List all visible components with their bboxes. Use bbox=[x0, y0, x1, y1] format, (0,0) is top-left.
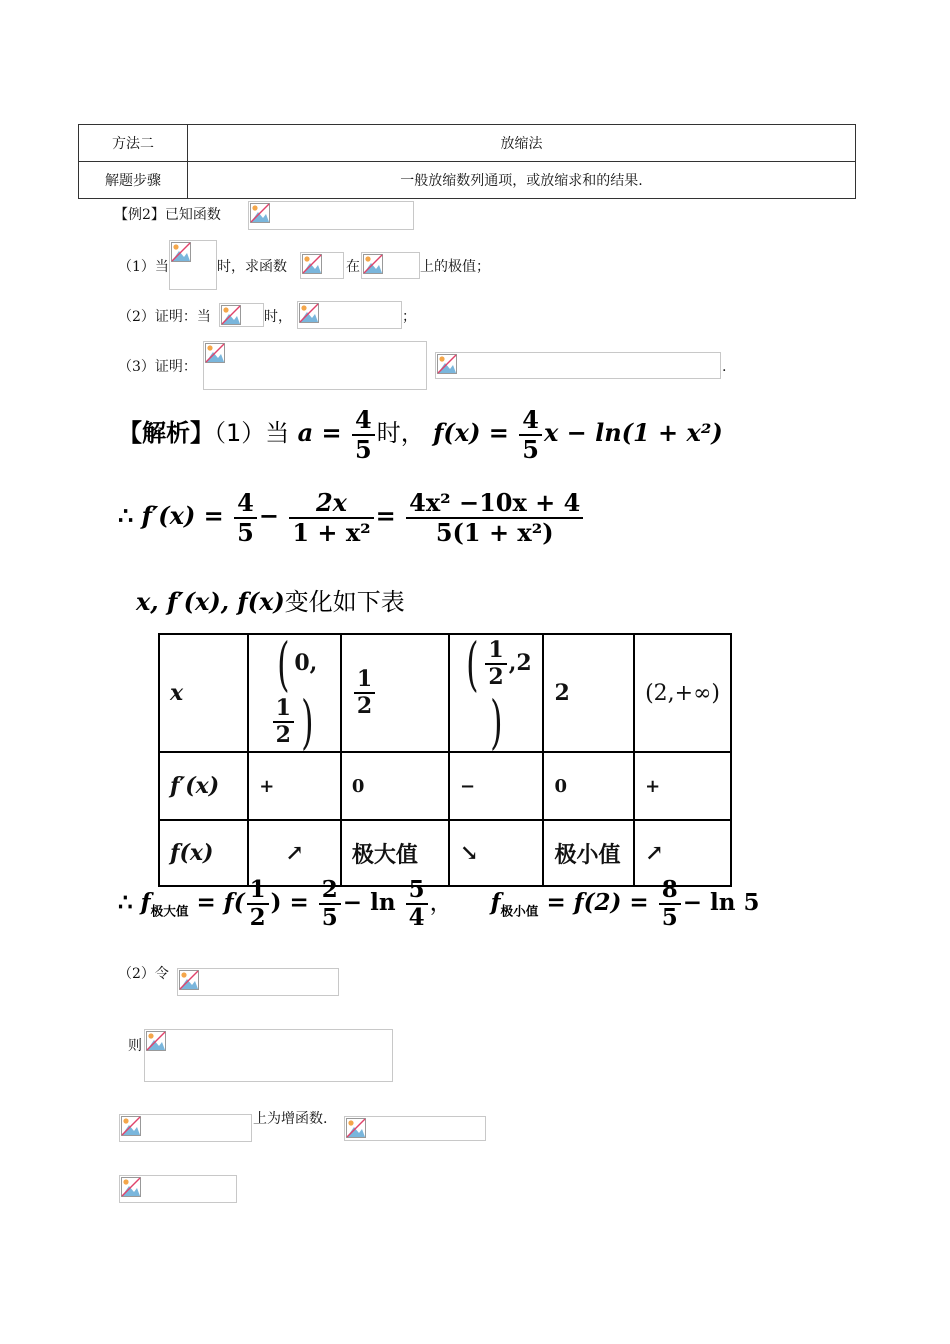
frac-4-5-b: $\frac{4}{5}$ bbox=[519, 407, 542, 461]
broken-image-icon bbox=[346, 1118, 366, 1138]
vt-header-two: 2 bbox=[543, 634, 634, 752]
broken-image-cond bbox=[219, 303, 264, 327]
vt-fprime-label: f′(x) bbox=[159, 752, 248, 820]
max-subscript: 极大值 bbox=[150, 903, 189, 919]
method-value: 放缩法 bbox=[188, 125, 856, 162]
vt-f-5: ↗ bbox=[634, 820, 731, 886]
frac-5-4: $\frac{5}{4}$ bbox=[406, 878, 428, 930]
vt-f-label: f(x) bbox=[159, 820, 248, 886]
comma: ， bbox=[429, 890, 453, 916]
variation-table bbox=[158, 630, 732, 887]
frac-8-5: $\frac{8}{5}$ bbox=[659, 878, 681, 930]
example-title: 【例2】已知函数 bbox=[114, 207, 221, 223]
broken-image-icon bbox=[146, 1031, 166, 1051]
min-tail: − ln 5 bbox=[682, 889, 760, 916]
q1-text-b: 时，求函数 bbox=[217, 259, 287, 275]
when-text: 时， bbox=[376, 419, 425, 447]
broken-image-icon bbox=[299, 303, 319, 323]
broken-image-proof1 bbox=[203, 341, 427, 390]
broken-image-icon bbox=[221, 305, 241, 325]
fx-tail: x − ln(1 + x²) bbox=[543, 418, 723, 447]
q3-text-b: . bbox=[722, 359, 727, 375]
broken-image-then bbox=[144, 1029, 393, 1082]
frac-2x: $\frac{2x}{\text{1 + x²}}$ bbox=[289, 490, 373, 544]
broken-image-final bbox=[119, 1175, 237, 1203]
q3-text-a: （3）证明： bbox=[118, 359, 197, 375]
q1-text-d: 上的极值； bbox=[420, 259, 490, 275]
vt-f-1: ↗ bbox=[248, 820, 341, 886]
broken-image-inc bbox=[344, 1116, 486, 1141]
min-expr: = f(2) = bbox=[546, 889, 649, 916]
p2-let: （2）令 bbox=[118, 966, 169, 982]
vt-header-interval-1: ( 0, $\frac{1}{2}$ ) bbox=[248, 634, 341, 752]
solution-line-1 bbox=[118, 403, 723, 463]
steps-value: 一般放缩数列通项，或放缩求和的结果. bbox=[188, 162, 856, 199]
vt-fprime-3: − bbox=[449, 752, 544, 820]
therefore-symbol: ∴ bbox=[118, 501, 134, 530]
equals-sign: = bbox=[375, 501, 396, 530]
steps-label: 解题步骤 bbox=[79, 162, 188, 199]
vt-header-x: x bbox=[159, 634, 248, 752]
vt-fprime-1: + bbox=[248, 752, 341, 820]
broken-image-fx2 bbox=[300, 252, 344, 279]
extreme-values-line bbox=[118, 872, 759, 943]
broken-image-icon bbox=[250, 203, 270, 223]
max-expr-a: = f( bbox=[196, 889, 245, 916]
table-caption bbox=[136, 584, 405, 620]
minus-ln: − ln bbox=[342, 889, 396, 916]
broken-image-ineq bbox=[297, 301, 402, 329]
fx-eq: f(x) = bbox=[433, 418, 509, 447]
vt-fprime-4: 0 bbox=[543, 752, 634, 820]
minus-sign: − bbox=[258, 501, 279, 530]
max-expr-b: ) = bbox=[270, 889, 309, 916]
vt-f-2: 极大值 bbox=[341, 820, 449, 886]
solution-line-2 bbox=[118, 486, 585, 546]
broken-image-icon bbox=[302, 254, 322, 274]
vt-fprime-2: 0 bbox=[341, 752, 449, 820]
solution-part1: （1）当 bbox=[214, 419, 290, 447]
table-caption-text: 变化如下表 bbox=[284, 588, 405, 616]
broken-image-a bbox=[169, 240, 217, 290]
p2-then: 则 bbox=[128, 1038, 142, 1054]
vt-f-3: ↘ bbox=[449, 820, 544, 886]
a-eq: a = bbox=[297, 418, 342, 447]
q1-text-c: 在 bbox=[346, 259, 360, 275]
q1-text-a: （1）当 bbox=[118, 259, 169, 275]
broken-image-interval bbox=[361, 252, 420, 279]
broken-image-icon bbox=[121, 1116, 141, 1136]
broken-image-fx bbox=[248, 201, 414, 230]
frac-4-5-c: $\frac{4}{5}$ bbox=[234, 490, 257, 544]
broken-image-domain bbox=[119, 1114, 252, 1142]
frac-quadratic: $\frac{\text{4x² −10x + 4}}{\text{5(1 + x²)}}$ bbox=[406, 490, 583, 544]
broken-image-icon bbox=[437, 354, 457, 374]
broken-image-icon bbox=[363, 254, 383, 274]
broken-image-proof2 bbox=[435, 352, 721, 379]
vt-f-4: 极小值 bbox=[543, 820, 634, 886]
table-caption-math: x, f′(x), f(x) bbox=[136, 587, 285, 616]
frac-4-5: $\frac{4}{5}$ bbox=[352, 407, 375, 461]
f-min-symbol: f bbox=[490, 889, 501, 916]
broken-image-icon bbox=[121, 1177, 141, 1197]
method-label: 方法二 bbox=[79, 125, 188, 162]
frac-2-5: $\frac{2}{5}$ bbox=[319, 878, 341, 930]
broken-image-icon bbox=[205, 343, 225, 363]
method-table bbox=[78, 124, 856, 199]
q2-text-b: 时， bbox=[264, 309, 292, 325]
frac-half: $\frac{1}{2}$ bbox=[247, 878, 269, 930]
therefore-symbol-2: ∴ bbox=[118, 889, 133, 916]
vt-header-interval-2: ( $\frac{1}{2}$ ,2) bbox=[449, 634, 544, 752]
solution-heading: 【解析】 bbox=[118, 419, 214, 447]
vt-header-interval-3: (2,+∞) bbox=[634, 634, 731, 752]
fprime-eq: f′(x) = bbox=[141, 501, 224, 530]
q2-text-c: ； bbox=[402, 309, 416, 325]
f-max-symbol: f bbox=[140, 889, 151, 916]
q2-text-a: （2）证明：当 bbox=[118, 309, 211, 325]
vt-header-half: $\frac{1}{2}$ bbox=[341, 634, 449, 752]
broken-image-icon bbox=[179, 970, 199, 990]
broken-image-icon bbox=[171, 242, 191, 262]
broken-image-let bbox=[177, 968, 339, 996]
vt-fprime-5: + bbox=[634, 752, 731, 820]
min-subscript: 极小值 bbox=[500, 903, 539, 919]
p2-increasing: 上为增函数. bbox=[253, 1111, 328, 1127]
